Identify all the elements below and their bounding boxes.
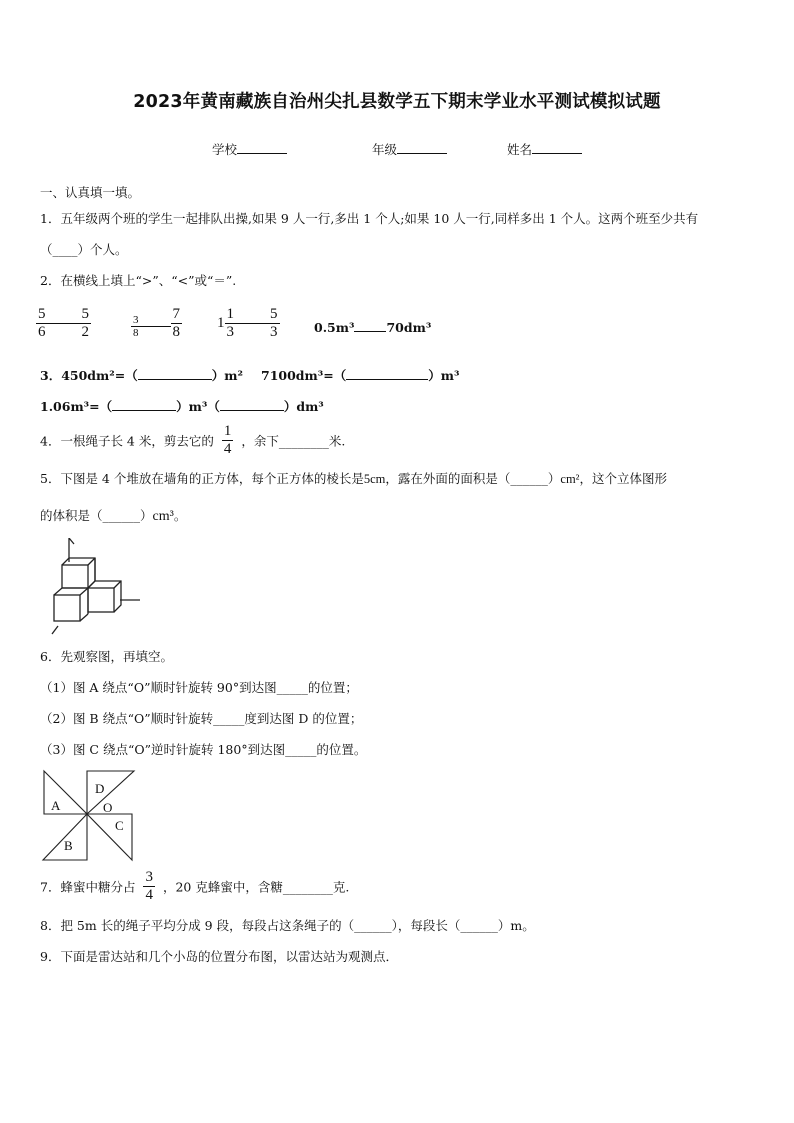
q3-line1b: 7100dm³=（ ）m³ xyxy=(261,368,460,383)
triangle-c xyxy=(87,814,132,860)
q3-line2: 1.06m³=（ ）m³（ ）dm³ xyxy=(40,399,324,414)
fraction: $\frac{5}{3}$ xyxy=(270,306,278,340)
mixed-whole: 1 xyxy=(217,315,225,331)
q6-sub3: （3）图 C 绕点“O”逆时针旋转 180°到达图_____的位置。 xyxy=(40,742,367,757)
name-blank[interactable] xyxy=(532,140,582,154)
grade-label: 年级 xyxy=(372,142,398,157)
answer-blank[interactable] xyxy=(354,318,386,332)
fraction: $\frac{7}{8}$ xyxy=(172,306,180,340)
q2-compare-3 xyxy=(217,306,280,341)
answer-blank[interactable] xyxy=(138,366,212,380)
grade-blank[interactable] xyxy=(397,140,447,154)
q6-sub2: （2）图 B 绕点“O”顺时针旋转_____度到达图 D 的位置； xyxy=(40,711,363,726)
q1-line2: （____）个人。 xyxy=(40,242,128,257)
fraction: $\frac{1}{4}$ xyxy=(223,423,232,457)
page-title: 2023年黄南藏族自治州尖扎县数学五下期末学业水平测试模拟试题 xyxy=(133,92,661,112)
name-label: 姓名 xyxy=(507,142,533,157)
answer-blank[interactable] xyxy=(236,323,268,324)
grade-field xyxy=(372,140,447,158)
answer-blank[interactable] xyxy=(48,323,80,324)
triangle-b xyxy=(43,814,87,860)
q6-text: 6．先观察图，再填空。 xyxy=(40,649,173,664)
answer-blank[interactable] xyxy=(112,397,176,411)
q8: 8．把 5m 长的绳子平均分成 9 段，每段占这条绳子的（______），每段长（______）m。 xyxy=(40,918,535,933)
cube-stack-figure xyxy=(44,538,144,638)
q2-compare-2 xyxy=(131,306,182,341)
q2-text: 2．在横线上填上“>”、“<”或“＝”. xyxy=(40,273,237,288)
fraction: $\frac{1}{3}$ xyxy=(226,306,234,340)
q9: 9．下面是雷达站和几个小岛的位置分布图，以雷达站为观测点． xyxy=(40,949,398,964)
section-heading: 一、认真填一填。 xyxy=(40,185,141,200)
school-field xyxy=(212,140,287,158)
q2-compare-4: 0.5m³ 70dm³ xyxy=(314,320,432,335)
q4: 4．一根绳子长 4 米，剪去它的 $\frac{1}{4}$ ，余下________米. xyxy=(40,423,346,457)
answer-blank[interactable] xyxy=(141,326,171,327)
label-d: D xyxy=(95,781,105,796)
answer-blank[interactable] xyxy=(220,397,284,411)
fraction: $\frac{5}{6}$ xyxy=(38,306,46,340)
q5-line1: 5．下图是 4 个堆放在墙角的正方体，每个正方体的棱长是5cm，露在外面的面积是（______）cm²，这个立体图形 xyxy=(40,471,667,486)
fraction: $\frac{5}{2}$ xyxy=(81,306,89,340)
label-a: A xyxy=(51,798,61,813)
label-o: O xyxy=(103,800,113,815)
q3-line1: 3．450dm²=（ ）m² xyxy=(40,368,243,383)
q2-compare-1 xyxy=(36,306,91,341)
school-blank[interactable] xyxy=(237,140,287,154)
school-label: 学校 xyxy=(212,142,238,157)
q5-line2: 的体积是（______）cm³。 xyxy=(40,508,187,524)
label-c: C xyxy=(115,818,124,833)
label-b: B xyxy=(64,838,73,853)
fraction: $\frac{3}{4}$ xyxy=(145,869,153,903)
q6-sub1: （1）图 A 绕点“O”顺时针旋转 90°到达图_____的位置； xyxy=(40,680,358,695)
q7: 7．蜂蜜中糖分占 $\frac{3}{4}$ ，20 克蜂蜜中，含糖________克. xyxy=(40,869,350,903)
answer-blank[interactable] xyxy=(346,366,428,380)
name-field xyxy=(507,140,582,158)
pinwheel-figure xyxy=(40,768,140,864)
q1-line1: 1．五年级两个班的学生一起排队出操,如果 9 人一行,多出 1 个人;如果 10 人一行,同样多出 1 个人。这两个班至少共有 xyxy=(40,211,699,226)
fraction: $\frac{3}{8}$ xyxy=(133,313,139,339)
